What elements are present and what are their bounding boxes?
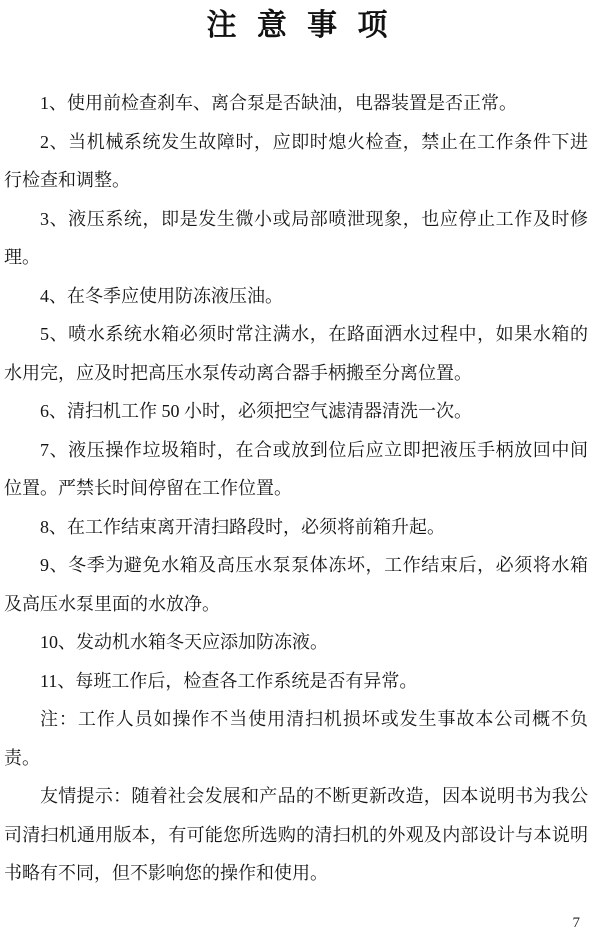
notice-item-7: 7、液压操作垃圾箱时，在合或放到位后应立即把液压手柄放回中间位置。严禁长时间停留在工作位置。 (4, 439, 588, 498)
notice-item-6: 6、清扫机工作 50 小时，必须把空气滤清器清洗一次。 (40, 401, 472, 421)
notice-item-11: 11、每班工作后，检查各工作系统是否有异常。 (40, 670, 418, 691)
notice-item-9: 9、冬季为避免水箱及高压水泵泵体冻坏，工作结束后，必须将水箱及高压水泵里面的水放净。 (4, 555, 588, 614)
notice-item-10: 10、发动机水箱冬天应添加防冻液。 (40, 632, 328, 652)
page-number: 7 (572, 915, 580, 931)
notice-list (0, 84, 600, 893)
tip-paragraph: 友情提示：随着社会发展和产品的不断更新改造，因本说明书为我公司清扫机通用版本，有可能您所选购的清扫机的外观及内部设计与本说明书略有不同，但不影响您的操作和使用。 (4, 786, 588, 883)
notice-item-1: 1、使用前检查刹车、离合泵是否缺油，电器装置是否正常。 (40, 93, 517, 113)
notice-item-2: 2、当机械系统发生故障时，应即时熄火检查，禁止在工作条件下进行检查和调整。 (4, 131, 588, 190)
notice-item-8: 8、在工作结束离开清扫路段时，必须将前箱升起。 (40, 516, 445, 537)
notice-item-4: 4、在冬季应使用防冻液压油。 (40, 285, 283, 306)
page-title: 注 意 事 项 (206, 9, 394, 42)
notice-item-5: 5、喷水系统水箱必须时常注满水，在路面洒水过程中，如果水箱的水用完，应及时把高压水泵传动离合器手柄搬至分离位置。 (4, 324, 588, 383)
note-paragraph: 注：工作人员如操作不当使用清扫机损坏或发生事故本公司概不负责。 (4, 709, 588, 768)
notice-item-3: 3、液压系统，即是发生微小或局部喷泄现象，也应停止工作及时修理。 (4, 208, 588, 267)
